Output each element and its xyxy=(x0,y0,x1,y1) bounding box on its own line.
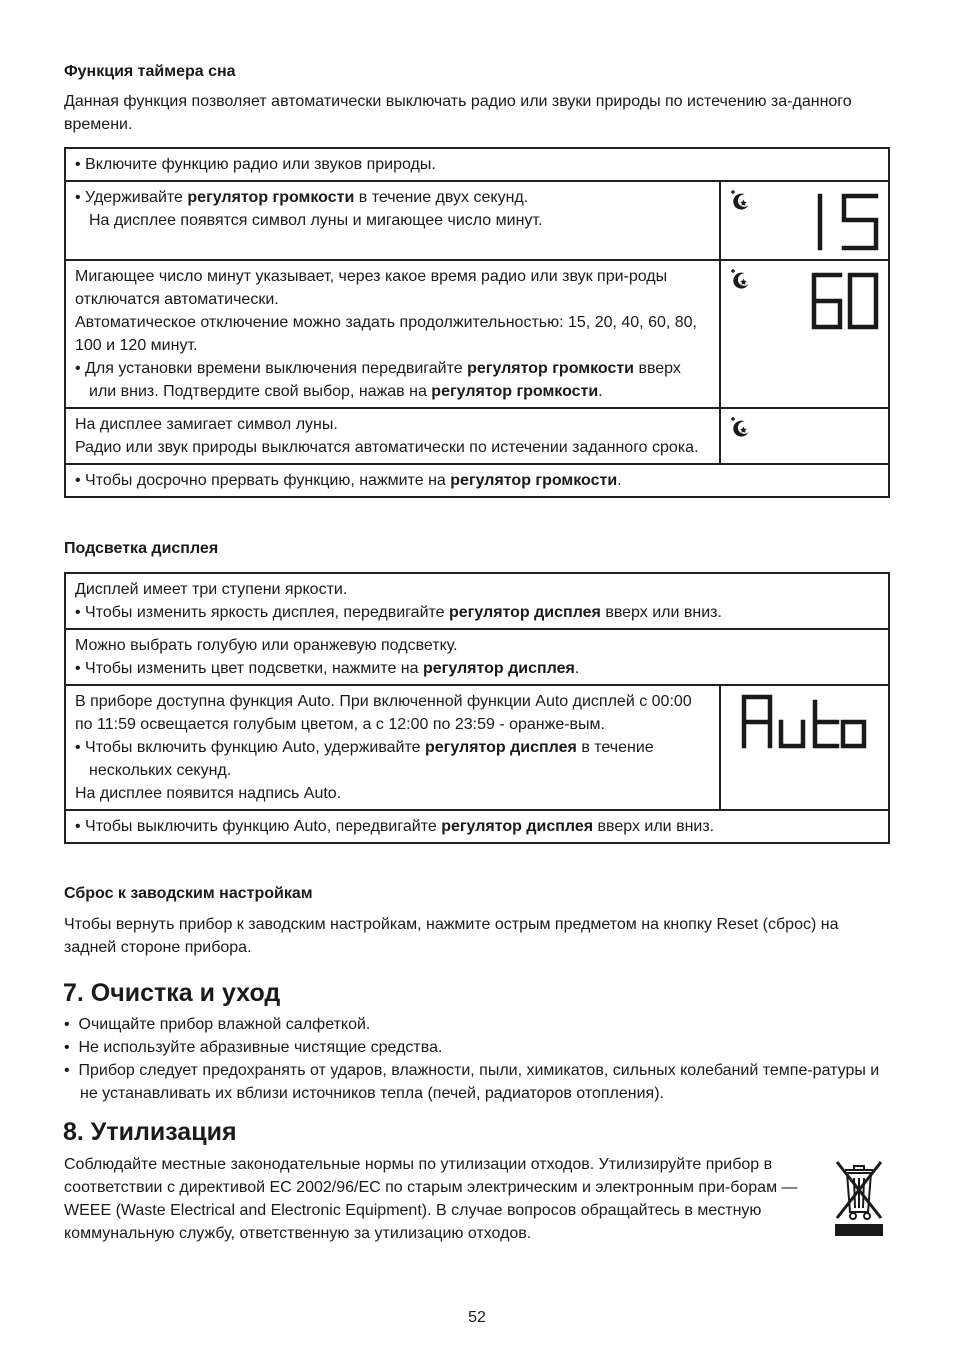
table-row xyxy=(65,408,889,464)
backlight-row-2: Можно выбрать голубую или оранжевую подсветку. • Чтобы изменить цвет подсветки, нажмите на регулятор дисплея. xyxy=(65,629,889,685)
list-item: • Очищайте прибор влажной салфеткой. xyxy=(64,1016,371,1033)
sleep-timer-intro: Данная функция позволяет автоматически выключать радио или звуки природы по истечению за-данного времени. xyxy=(64,93,852,133)
display-digits-15 xyxy=(810,192,880,252)
weee-crossed-bin-icon xyxy=(832,1156,886,1238)
table-row xyxy=(65,810,889,843)
display-cell xyxy=(720,685,889,810)
backlight-row-1: Дисплей имеет три ступени яркости. • Чтобы изменить яркость дисплея, передвигайте регулятор дисплея вверх или вниз. xyxy=(65,573,889,629)
display-cell xyxy=(720,408,889,464)
cleaning-heading: 7. Очистка и уход xyxy=(63,979,281,1007)
backlight-row-3: В приборе доступна функция Auto. При включенной функции Auto дисплей с 00:00 по 11:59 освещается голубым цветом, а с 12:00 по 23:59 - оранже-вым. • Чтобы включить функцию Auto, удерживайте регулятор дисплея в течение нескольких секунд. На дисплее появится надпись Auto. xyxy=(65,685,720,810)
disposal-heading: 8. Утилизация xyxy=(63,1118,237,1146)
table-row xyxy=(65,464,889,497)
sleep-timer-table xyxy=(64,147,890,498)
sleep-row-2: • Удерживайте регулятор громкости в течение двух секунд. На дисплее появятся символ луны и мигающее число минут. xyxy=(65,181,720,260)
table-row xyxy=(65,260,889,408)
list-item: • Прибор следует предохранять от ударов, влажности, пыли, химикатов, сильных колебаний темпе-ратуры и не устанавливать их вблизи источников тепла (печей, радиаторов отопления). xyxy=(64,1062,880,1102)
sleep-timer-heading: Функция таймера сна xyxy=(64,63,236,80)
sleep-row-3: Мигающее число минут указывает, через какое время радио или звук при-роды отключатся автоматически. Автоматическое отключение можно задать продолжительностью: 15, 20, 40, 60, 80, 100 и 120 минут. • Для установки времени выключения передвигайте регулятор громкости вверх или вниз. Подтвердите свой выбор, нажав на регулятор громкости. xyxy=(65,260,720,408)
table-row xyxy=(65,629,889,685)
moon-icon xyxy=(729,415,753,439)
display-auto xyxy=(741,694,867,750)
page-number: 52 xyxy=(468,1309,486,1326)
table-row xyxy=(65,685,889,810)
list-item: • Не используйте абразивные чистящие средства. xyxy=(64,1039,443,1056)
display-cell xyxy=(720,260,889,408)
moon-icon xyxy=(729,267,753,291)
reset-heading: Сброс к заводским настройкам xyxy=(64,885,313,902)
sleep-row-5: • Чтобы досрочно прервать функцию, нажмите на регулятор громкости. xyxy=(65,464,889,497)
table-row xyxy=(65,181,889,260)
table-row xyxy=(65,148,889,181)
display-digits-60 xyxy=(810,271,880,331)
backlight-table xyxy=(64,572,890,844)
sleep-row-1: • Включите функцию радио или звуков природы. xyxy=(65,148,889,181)
sleep-row-4: На дисплее замигает символ луны. Радио или звук природы выключатся автоматически по истечении заданного срока. xyxy=(65,408,720,464)
reset-text: Чтобы вернуть прибор к заводским настройкам, нажмите острым предметом на кнопку Reset (сброс) на задней стороне прибора. xyxy=(64,916,839,956)
backlight-heading: Подсветка дисплея xyxy=(64,540,219,557)
backlight-row-4: • Чтобы выключить функцию Auto, передвигайте регулятор дисплея вверх или вниз. xyxy=(65,810,889,843)
moon-icon xyxy=(729,188,753,212)
display-cell xyxy=(720,181,889,260)
table-row xyxy=(65,573,889,629)
disposal-text: Соблюдайте местные законодательные нормы по утилизации отходов. Утилизируйте прибор в соответствии с директивой ЕС 2002/96/ЕС по старым электрическим и электронным при-борам — WEEE (Waste Electrical and Electronic Equipment). В случае вопросов обращайтесь в местную коммунальную службу, ответственную за утилизацию отходов. xyxy=(64,1156,798,1242)
cleaning-list xyxy=(64,1013,890,1105)
